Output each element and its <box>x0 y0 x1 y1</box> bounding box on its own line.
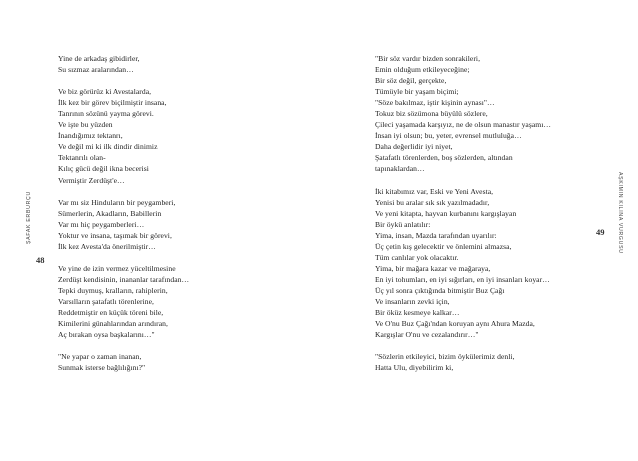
poem-line: Su sızmaz aralarından… <box>58 65 134 75</box>
poem-line: "Söze bakılmaz, iştir kişinin aynası"… <box>375 98 495 108</box>
page-number-right: 49 <box>596 227 605 237</box>
poem-line: İlk kez bir görev biçilmiştir insana, <box>58 98 167 108</box>
poem-line: Zerdüşt kendisinin, inananlar tarafından… <box>58 274 190 284</box>
stanza <box>375 186 620 341</box>
page-number-left: 48 <box>36 255 45 265</box>
poem-line: Kimilerini günahlarından arındıran, <box>58 319 168 329</box>
poem-line: Yima, bir mağara kazar ve mağaraya, <box>375 263 491 273</box>
poem-line: Şatafatlı törenlerden, boş sözlerden, altından <box>375 153 513 163</box>
poem-line: Çileci yaşamada karşıyız, ne de olsun manastır yaşamı… <box>375 120 552 130</box>
stanza <box>58 53 308 75</box>
stanza <box>375 53 620 175</box>
poem-line: "Ne yapar o zaman inanan, <box>58 352 142 362</box>
poem-line: Ve biz görürüz ki Avestalarda, <box>58 87 152 97</box>
poem-line: Reddetmiştir en küçük töreni bile, <box>58 308 164 318</box>
stanza-gap <box>375 175 620 186</box>
poem-text-right <box>375 53 620 373</box>
poem-line: Ve işte bu yüzden <box>58 120 113 130</box>
poem-line: İnsan iyi olsun; bu, yeter, evrensel mutluluğa… <box>375 131 522 141</box>
poem-line: Kargışlar O'nu ve cezalandırır…" <box>375 330 479 340</box>
poem-line: İki kitabımız var, Eski ve Yeni Avesta, <box>375 186 494 196</box>
poem-line: Tümüyle bir yaşam biçimi; <box>375 87 459 97</box>
poem-line: Ve değil mi ki ilk dindir dinimiz <box>58 142 158 152</box>
running-head-right: AŞKIMIN KILINA VURGUSU <box>617 172 623 254</box>
poem-line: Üç yıl sonra çıktığında bitmiştir Buz Çağı <box>375 285 505 295</box>
right-page <box>319 0 638 461</box>
poem-line: "Bir söz vardır bizden sonrakileri, <box>375 54 481 63</box>
poem-line: Ve O'nu Buz Çağı'ndan koruyan aynı Ahura Mazda, <box>375 319 535 329</box>
poem-line: Tanrının sözünü yayma görevi. <box>58 109 154 119</box>
poem-line: Yoktur ve insana, taşımak bir görevi, <box>58 230 172 240</box>
poem-line: Vermiştir Zerdüşt'e… <box>58 175 125 185</box>
poem-line: Üç çetin kış gelecektir ve önlemini almazsa, <box>375 241 512 251</box>
poem-line: İnandığımız tektanrı, <box>58 131 123 141</box>
stanza-gap <box>58 340 308 351</box>
stanza-gap <box>58 252 308 263</box>
poem-line: Ve yine de izin vermez yüceltilmesine <box>58 263 176 273</box>
poem-line: Sunmak isterse bağlılığını?" <box>58 363 146 373</box>
stanza <box>58 86 308 185</box>
running-head-left: ŞAFAK ERBURÇU <box>26 191 32 244</box>
poem-line: Tektanrılı olan- <box>58 153 106 163</box>
stanza <box>58 197 308 252</box>
stanza <box>58 351 308 373</box>
poem-line: Tüm canlılar yok olacaktır. <box>375 252 459 262</box>
poem-line: Tepki duymuş, kralların, rahiplerin, <box>58 285 168 295</box>
poem-line: Kılıç gücü değil ikna becerisi <box>58 164 149 174</box>
stanza <box>58 263 308 340</box>
poem-line: Emin olduğum etkileyeceğine; <box>375 65 470 75</box>
poem-line: Varsılların şatafatlı törenlerine, <box>58 297 154 307</box>
poem-text-left <box>58 53 308 373</box>
poem-line: Var mı siz Hinduların bir peygamberi, <box>58 197 176 207</box>
poem-line: Ve insanların zevki için, <box>375 297 450 307</box>
poem-line: Yima, insan, Mazda tarafından uyarılır: <box>375 230 497 240</box>
poem-line: Yenisi bu aralar sık sık yazılmadadır, <box>375 197 490 207</box>
poem-line: Bir söz değil, gerçekte, <box>375 76 447 86</box>
stanza <box>375 351 620 373</box>
stanza-gap <box>375 340 620 351</box>
poem-line: Daha değerlidir iyi niyet, <box>375 142 453 152</box>
poem-line: Tokuz biz sözümona büyülü sözlere, <box>375 109 488 119</box>
poem-line: Sümerlerin, Akadların, Babillerin <box>58 208 162 218</box>
poem-line: "Sözlerin etkileyici, bizim öykülerimiz denli, <box>375 352 515 362</box>
poem-line: Yine de arkadaş gibidirler, <box>58 54 140 63</box>
poem-line: Aç bırakan oysa başkalarını…" <box>58 330 155 340</box>
poem-line: İlk kez Avesta'da önerilmiştir… <box>58 241 156 251</box>
poem-line: Var mı hiç peygamberleri… <box>58 219 145 229</box>
poem-line: Bir öküz kesmeye kalkar… <box>375 308 460 318</box>
poem-line: En iyi tohumları, en iyi sığırları, en iyi insanları koyar… <box>375 274 550 284</box>
poem-line: Hatta Ulu, diyebilirim ki, <box>375 363 454 373</box>
poem-line: tapınaklardan… <box>375 164 425 174</box>
stanza-gap <box>58 186 308 197</box>
stanza-gap <box>58 75 308 86</box>
poem-line: Bir öykü anlatılır: <box>375 219 431 229</box>
poem-line: Ve yeni kitapta, hayvan kurbanını kargışlayan <box>375 208 517 218</box>
